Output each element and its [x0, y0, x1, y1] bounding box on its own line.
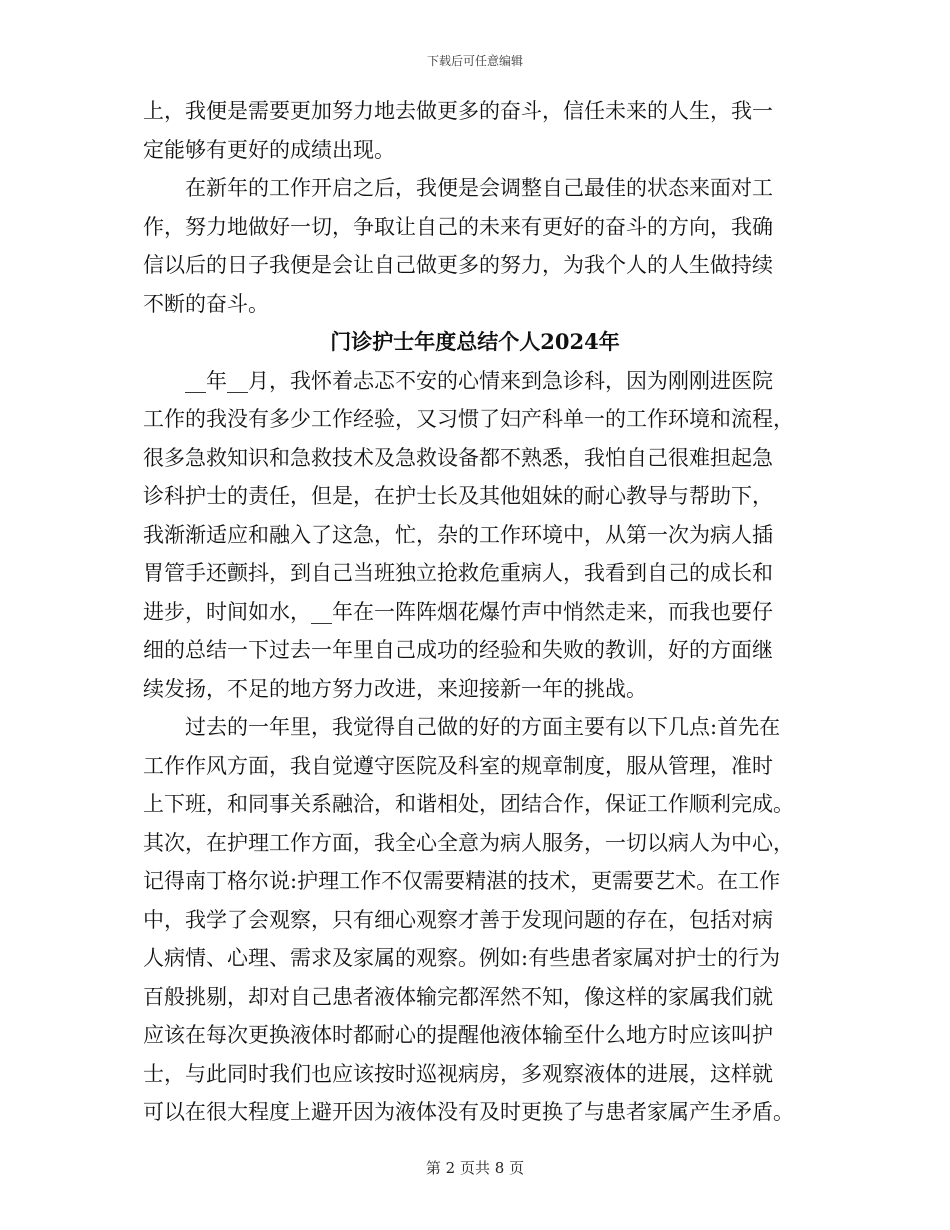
text-line: 信以后的日子我便是会让自己做更多的努力，为我个人的人生做持续 [143, 253, 773, 277]
text-line: 续发扬，不足的地方努力改进，来迎接新一年的挑战。 [143, 676, 647, 701]
text-line: 细的总结一下过去一年里自己成功的经验和失败的教训，好的方面继 [143, 638, 773, 662]
text-line: 诊科护士的责任，但是，在护士长及其他姐妹的耐心教导与帮助下， [143, 484, 773, 508]
text-line: 定能够有更好的成绩出现。 [143, 137, 395, 162]
text-line: 应该在每次更换液体时都耐心的提醒他液体输至什么地方时应该叫护 [143, 1023, 773, 1047]
text-line: 中，我学了会观察，只有细心观察才善于发现问题的存在，包括对病 [143, 907, 773, 932]
text-line: __年__月，我怀着忐忑不安的心情来到急诊科，因为刚刚进医院 [185, 368, 773, 393]
paragraph-3 [143, 362, 807, 709]
text-line: 上下班，和同事关系融洽，和谐相处，团结合作，保证工作顺利完成。 [143, 792, 794, 816]
text-line: 其次，在护理工作方面，我全心全意为病人服务，一切以病人为中心， [143, 830, 794, 855]
paragraph-1 [143, 92, 807, 169]
text-line: 很多急救知识和急救技术及急救设备都不熟悉，我怕自己很难担起急 [143, 445, 773, 470]
section-title: 门诊护士年度总结个人2024年 [330, 329, 620, 354]
page-header: 下载后可任意编辑 [426, 54, 523, 68]
paragraph-4 [143, 708, 807, 1132]
text-line: 我渐渐适应和融入了这急，忙，杂的工作环境中，从第一次为病人插 [143, 522, 773, 547]
text-line: 过去的一年里，我觉得自己做的好的方面主要有以下几点:首先在 [185, 715, 781, 739]
text-line: 工作的我没有多少工作经验，又习惯了妇产科单一的工作环境和流程， [143, 407, 794, 431]
text-line: 不断的奋斗。 [143, 291, 269, 316]
text-line: 可以在很大程度上避开因为液体没有及时更换了与患者家属产生矛盾。 [143, 1100, 794, 1124]
text-line: 士，与此同时我们也应该按时巡视病房，多观察液体的进展，这样就 [143, 1061, 773, 1086]
text-line: 百般挑剔，却对自己患者液体输完都浑然不知，像这样的家属我们就 [143, 984, 773, 1009]
text-line: 作，努力地做好一切，争取让自己的未来有更好的奋斗的方向，我确 [143, 214, 773, 239]
paragraph-2 [143, 169, 807, 323]
text-line: 胃管手还颤抖，到自己当班独立抢救危重病人，我看到自己的成长和 [143, 561, 773, 585]
text-line: 记得南丁格尔说:护理工作不仅需要精湛的技术，更需要艺术。在工作 [143, 869, 781, 893]
document-body [143, 92, 807, 1132]
text-line: 上，我便是需要更加努力地去做更多的奋斗，信任未来的人生，我一 [143, 99, 773, 123]
text-line: 进步，时间如水，__年在一阵阵烟花爆竹声中悄然走来，而我也要仔 [143, 599, 773, 624]
text-line: 工作作风方面，我自觉遵守医院及科室的规章制度，服从管理，准时 [143, 753, 773, 778]
text-line: 在新年的工作开启之后，我便是会调整自己最佳的状态来面对工 [185, 176, 773, 200]
text-line: 人病情、心理、需求及家属的观察。例如:有些患者家属对护士的行为 [143, 946, 781, 970]
page-number: 第 2 页共 8 页 [425, 1159, 525, 1177]
